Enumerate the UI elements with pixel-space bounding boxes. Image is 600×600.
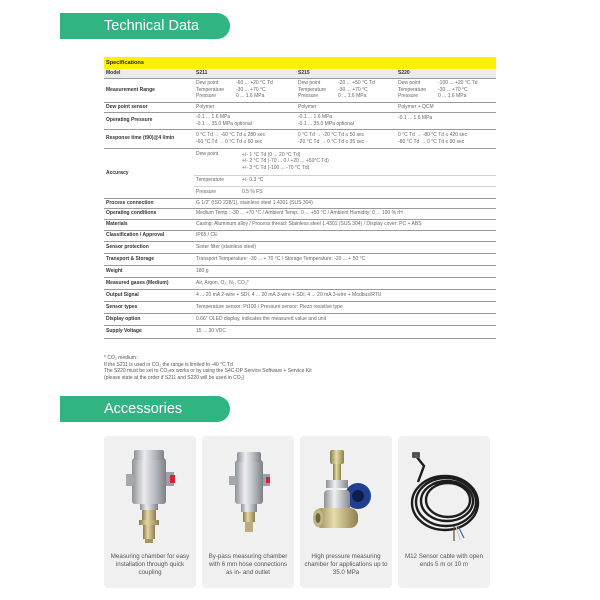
spec-row-value: 4 ... 20 mA 2-wire + SDI, 4 ... 20 mA 3-wire + SDI, 4 ... 20 mA 3-wire + Modbus/RTU (194, 289, 496, 301)
range-press-s211: 0 ... 1.6 MPa (236, 93, 265, 100)
sensor-cable-image (404, 444, 484, 548)
high-pressure-chamber-image (306, 444, 386, 548)
operating-pressure-label: Operating Pressure (104, 112, 194, 129)
response-s215-2: -20 °C Td → 0 °C Td ≤ 35 sec (298, 138, 365, 145)
spec-row-label: Materials (104, 219, 194, 230)
footnote-line: * CO₂ medium: (104, 355, 138, 361)
accuracy-press-name: Pressure (194, 186, 240, 198)
range-dew-name-s215: Dew point (298, 80, 321, 87)
accuracy-dew-line-1: +/- 1 °C Td (0 ... 20 °C Td) (242, 151, 301, 158)
table-header-row (104, 57, 496, 69)
accessory-card-bypass-chamber (202, 436, 294, 588)
spec-row-value: 15 ... 30 VDC (194, 325, 496, 338)
spec-row-label: Measured gases (Medium) (104, 277, 194, 289)
specifications-table (104, 57, 496, 339)
accessory-card-measuring-chamber (104, 436, 196, 588)
range-press-name-s215: Pressure (298, 93, 319, 100)
spec-row-label: Process connection (104, 198, 194, 208)
dew-sensor-s211: Polymer (194, 102, 296, 112)
range-dew-s215: -20 ... +50 °C Td (338, 80, 375, 87)
op-pressure-s215-2: -0.1 ... 35.0 MPa optional (298, 120, 354, 127)
op-pressure-s220-1: -0.1 ... 1.6 MPa (398, 114, 433, 121)
op-pressure-s211-1: -0.1 ... 1.6 MPa (196, 114, 231, 120)
footnote-line: The S220 must be set to CO₂ex works or by using the S4C-DP Service Software + Service Kit (104, 368, 312, 375)
range-temp-name-s220: Temperature (398, 86, 427, 93)
spec-row-label: Output Signal (104, 289, 194, 301)
spec-row (104, 289, 496, 301)
range-temp-s215: -30 ... +70 °C (338, 86, 368, 93)
model-s220: S220 (396, 69, 496, 78)
specifications-heading: Specifications (104, 57, 496, 69)
accuracy-dew-name: Dew point (194, 148, 240, 175)
dew-point-sensor-row (104, 102, 496, 112)
response-s211-2: -60 °C Td → 0 °C Td ≤ 60 sec (196, 138, 263, 145)
spec-row-value: Air, Argon, O₂, N₂, CO₂* (194, 277, 496, 289)
model-label: Model (104, 69, 194, 78)
range-press-name: Pressure (196, 93, 217, 100)
range-dew-name-s220: Dew point (398, 80, 421, 87)
range-dew-s211: -60 ... +20 °C Td (236, 80, 273, 87)
spec-row-value: IP65 / CE (194, 230, 496, 241)
response-s220-1: 0 °C Td → -80 °C Td ≤ 420 sec (398, 132, 468, 138)
accessory-caption: High pressure measuring chamber for applications up to 35.0 MPa (304, 553, 388, 576)
model-row (104, 69, 496, 78)
response-s220-2: -80 °C Td → 0 °C Td ≤ 90 sec (398, 138, 465, 145)
accessories-tab: Accessories (60, 396, 230, 422)
measuring-chamber-image (110, 444, 190, 548)
spec-row (104, 277, 496, 289)
range-press-s220: 0 ... 1.6 MPa (438, 93, 467, 100)
spec-row (104, 325, 496, 338)
spec-row-label: Operating conditions (104, 208, 194, 219)
accuracy-press-value: 0.5 % FS (240, 186, 496, 198)
spec-row-label: Transport & Storage (104, 253, 194, 265)
range-temp-s220: -30 ... +70 °C (438, 86, 468, 93)
footnote-line: (please state at the order if S211 and S220 will be used in CO₂) (104, 374, 245, 381)
spec-row-value: Temperature sensor: Pt100 / Pressure sensor: Piezo resistive type (194, 301, 496, 313)
range-press-s215: 0 ... 1.6 MPa (338, 93, 367, 100)
response-time-row (104, 129, 496, 148)
measurement-range-row (104, 78, 496, 102)
spec-row-value: Sinter filter (stainless steel) (194, 241, 496, 253)
spec-row-value: G 1/2" (ISO 228/1), stainless steel 1.4301 (SUS 304) (194, 198, 496, 208)
spec-row-label: Classification / Approval (104, 230, 194, 241)
spec-row-label: Supply Voltage (104, 325, 194, 338)
spec-row (104, 301, 496, 313)
accessory-card-high-pressure-chamber (300, 436, 392, 588)
accessory-caption: By-pass measuring chamber with 6 mm hose connections as in- and outlet (208, 553, 288, 576)
model-s215: S215 (296, 69, 396, 78)
footnotes (104, 355, 496, 381)
dew-point-sensor-label: Dew point sensor (104, 102, 194, 112)
range-dew-s220: -100 ... +20 °C Td (438, 80, 478, 87)
response-s211-1: 0 °C Td → -60 °C Td ≤ 280 sec (196, 132, 266, 138)
op-pressure-s211-2: -0.1 ... 35.0 MPa optional (196, 120, 252, 127)
accessory-card-sensor-cable (398, 436, 490, 588)
spec-row (104, 265, 496, 277)
accuracy-temp-value: +/- 0.3 °C (240, 175, 496, 186)
accuracy-dew-line-2: +/- 2 °C Td (-70 ... 0 / +20 ... +50°C Td) (242, 158, 329, 165)
dew-sensor-s215: Polymer (296, 102, 396, 112)
bypass-chamber-image (208, 444, 288, 548)
operating-pressure-row (104, 112, 496, 129)
model-s211: S211 (194, 69, 296, 78)
response-s215-1: 0 °C Td → -20 °C Td ≤ 50 sec (298, 132, 365, 138)
range-dew-name: Dew point (196, 80, 219, 87)
accessory-caption: Measuring chamber for easy installation through quick coupling (110, 553, 190, 576)
measurement-range-label: Measurement Range (104, 78, 194, 102)
spec-row-value: 0.66" OLED display, indicates the measured value and unit (194, 313, 496, 325)
response-time-label: Response time (t90)@4 l/min (104, 129, 194, 148)
op-pressure-s215-1: -0.1 ... 1.6 MPa (298, 114, 333, 120)
spec-row-value: Casing: Aluminum alloy / Process thread: Stainless steel 1.4301 (SUS 304) / Display cover: PC + ABS (194, 219, 496, 230)
spec-row-label: Sensor types (104, 301, 194, 313)
range-temp-s211: -30 ... +70 °C (236, 86, 266, 93)
accuracy-dew-line-3: +/- 3 °C Td (-100 ... -70 °C Td) (242, 164, 310, 171)
spec-row-value: Transport Temperature: -30 ... + 70 °C / Storage Temperature: -20 ... + 50 °C (194, 253, 496, 265)
footnote-line: If the S211 is used in CO₂ the range is limited to -40 °C Td (104, 361, 233, 368)
spec-row (104, 198, 496, 208)
range-temp-name: Temperature (196, 86, 225, 93)
spec-row (104, 208, 496, 219)
technical-data-tab: Technical Data (60, 13, 230, 39)
spec-row (104, 313, 496, 325)
range-press-name-s220: Pressure (398, 93, 419, 100)
spec-row (104, 241, 496, 253)
accuracy-dew-row (104, 148, 496, 175)
spec-row-label: Weight (104, 265, 194, 277)
spec-row (104, 253, 496, 265)
spec-row-value: 180 g (194, 265, 496, 277)
range-temp-name-s215: Temperature (298, 86, 327, 93)
spec-row-label: Display option (104, 313, 194, 325)
accuracy-temp-name: Temperature (194, 175, 240, 186)
spec-row (104, 230, 496, 241)
spec-row-label: Sensor protection (104, 241, 194, 253)
spec-row (104, 219, 496, 230)
accessory-caption: M12 Sensor cable with open ends 5 m or 10 m (404, 553, 484, 568)
dew-sensor-s220: Polymer + QCM (396, 102, 496, 112)
spec-row-value: Medium Temp.: -30 ... +70 °C / Ambient Temp.: 0 ... +50 °C / Ambient Humidity: 0 ... 100 % rH (194, 208, 496, 219)
accuracy-label: Accuracy (104, 148, 194, 198)
